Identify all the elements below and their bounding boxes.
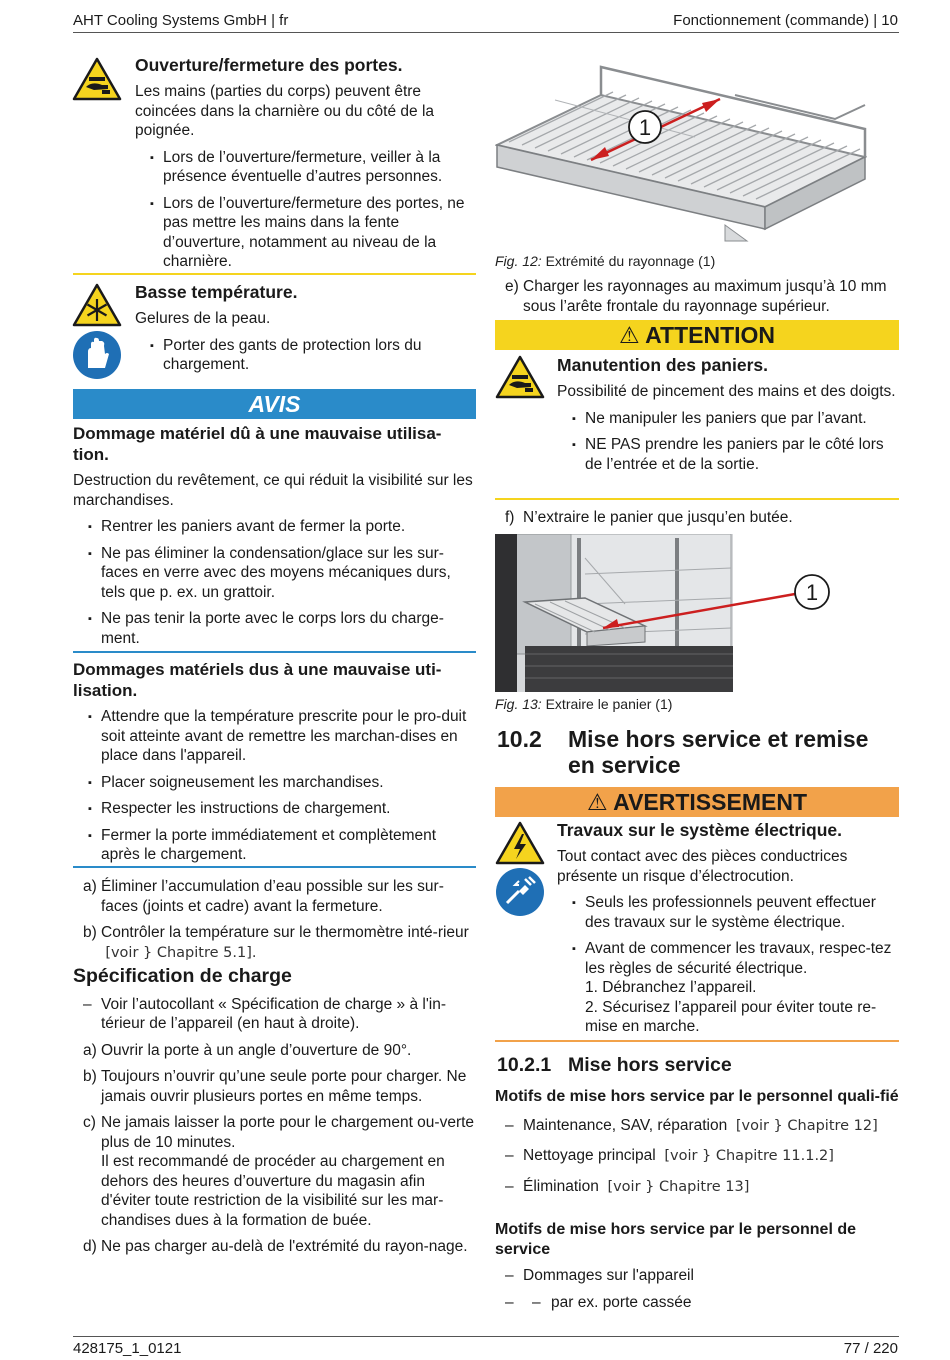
motif-maintenance: – Maintenance, SAV, réparation [voir } Chapitre 12] [495, 1116, 899, 1137]
spec-step-c: c) Ne jamais laisser la porte pour le chargement ou-verte plus de 10 minutes. Il est recommandé de procéder au chargement en dehors des heures d’ouverture du magasin afin d'éviter toute restriction de la visibilité sur les mar-chandises dues à la formation de buée. [83, 1114, 475, 1229]
extract-basket-figure [495, 534, 865, 694]
doors-warning [135, 55, 476, 272]
cold-title: Basse température. [135, 282, 298, 302]
avis-b1-2: ▪ Ne pas éliminer la condensation/glace sur les sur-faces en verre avec des moyens mécaniques durs, tels que p. ex. un grattoir. [73, 544, 476, 603]
attention-bullet-1: ▪ Ne manipuler les paniers que par l’avant. [557, 409, 899, 429]
avis-separator-2 [73, 866, 476, 868]
doors-text: Les mains (parties du corps) peuvent être coincées dans la charnière ou du côté de la poignée. [135, 83, 435, 139]
avertissement-bullet-2: ▪ Avant de commencer les travaux, respec-tez les règles de sécurité électrique. 1. Débranchez l’appareil. 2. Sécurisez l’appareil pour éviter toute re-mise en marche. [557, 939, 899, 1037]
avis-banner: AVIS [73, 389, 476, 419]
motifs-service-title: Motifs de mise hors service par le personnel de service [495, 1221, 857, 1258]
motif-elimination: – Élimination [voir } Chapitre 13] [495, 1177, 899, 1198]
motif-nettoyage: – Nettoyage principal [voir } Chapitre 11.1.2] [495, 1146, 899, 1167]
fig13-caption: Fig. 13: Extraire le panier (1) [495, 696, 673, 712]
doors-bullet-2: ▪ Lors de l’ouverture/fermeture des portes, ne pas mettre les mains dans la fente d’ouverture, notamment au niveau de la charnière. [135, 194, 476, 272]
warning-triangle-icon-2: ⚠ [587, 789, 608, 815]
ref-chapitre-11-1-2[interactable]: [voir } Chapitre 11.1.2] [664, 1148, 834, 1164]
fig12-callout-label: 1 [638, 115, 652, 140]
shelf-end-figure [495, 55, 867, 245]
footer-right: 77 / 220 [843, 1340, 898, 1357]
step-a: a) Éliminer l’accumulation d’eau possible sur les sur-faces (joints et cadre) avant la fermeture. [83, 878, 444, 915]
avis-b2-1: ▪ Attendre que la température prescrite pour le pro-duit soit atteinte avant de remettre les marchan-dises en place dans l'appareil. [73, 707, 476, 766]
motifs-service [495, 1220, 899, 1312]
cold-warning [135, 282, 476, 375]
cold-bullet-1: ▪ Porter des gants de protection lors du chargement. [135, 336, 476, 375]
spec-step-d: d) Ne pas charger au-delà de l'extrémité du rayon-nage. [83, 1238, 468, 1255]
doors-title: Ouverture/fermeture des portes. [135, 55, 403, 75]
avertissement-bullet-1: ▪ Seuls les professionnels peuvent effectuer des travaux sur le système électrique. [557, 893, 899, 932]
header-left: AHT Cooling Systems GmbH | fr [73, 12, 289, 29]
avertissement-content [557, 820, 899, 1037]
avis-content [73, 423, 476, 648]
avis-separator-1 [73, 651, 476, 653]
footer-rule [73, 1336, 899, 1337]
section-number: 10.2 [497, 726, 542, 752]
motif-dommages: – Dommages sur l'appareil [495, 1266, 899, 1286]
hand-crush-warning-icon [72, 57, 122, 101]
ref-chapitre-5-1[interactable]: [voir } Chapitre 5.1]. [105, 944, 257, 961]
doors-separator [73, 273, 476, 275]
subsection-title: Mise hors service [568, 1054, 732, 1076]
step-b: b) Contrôler la température sur le thermomètre inté-rieur [voir } Chapitre 5.1]. [83, 924, 469, 961]
ref-chapitre-13[interactable]: [voir } Chapitre 13] [607, 1178, 750, 1195]
header-rule [73, 32, 899, 33]
header-right: Fonctionnement (commande) | 10 [673, 12, 898, 29]
step-f-block [495, 508, 899, 528]
hand-crush-warning-icon-2 [495, 355, 545, 399]
avis-heading-1: Dommage matériel dû à une mauvaise utilisa-tion. [73, 424, 442, 464]
spec-section [73, 967, 476, 1257]
low-temperature-warning-icon [72, 283, 122, 327]
attention-separator [495, 498, 899, 500]
section-title: Mise hors service et remise en service [568, 726, 869, 778]
fig12-caption: Fig. 12: Extrémité du rayonnage (1) [495, 253, 716, 269]
spec-step-a: a) Ouvrir la porte à un angle d’ouverture de 90°. [83, 1041, 412, 1059]
avis-content-2 [73, 659, 476, 865]
avis-b1-1: ▪ Rentrer les paniers avant de fermer la porte. [73, 517, 476, 537]
steps-1 [73, 877, 476, 963]
disconnect-power-icon [495, 867, 545, 917]
avertissement-banner: ⚠ AVERTISSEMENT [495, 787, 899, 817]
step-e: e) Charger les rayonnages au maximum jusqu’à 10 mm sous l’arête frontale du rayonnage supérieur. [505, 278, 887, 315]
avertissement-title: Travaux sur le système électrique. [557, 820, 843, 840]
protective-gloves-icon [72, 330, 122, 380]
avis-b2-3: ▪ Respecter les instructions de chargement. [73, 799, 476, 819]
subsection-number: 10.2.1 [497, 1054, 552, 1076]
cold-text: Gelures de la peau. [135, 310, 271, 327]
doors-bullet-1: ▪ Lors de l’ouverture/fermeture, veiller à la présence éventuelle d’autres personnes. [135, 148, 476, 187]
avertissement-text: Tout contact avec des pièces conductrices présente un risque d’électrocution. [557, 848, 848, 885]
attention-text: Possibilité de pincement des mains et des doigts. [557, 383, 896, 400]
attention-content [557, 355, 899, 474]
footer-left: 428175_1_0121 [73, 1340, 182, 1357]
avis-b2-4: ▪ Fermer la porte immédiatement et complètement après le chargement. [73, 826, 476, 865]
avis-text-1: Destruction du revêtement, ce qui réduit la visibilité sur les marchandises. [73, 472, 473, 509]
spec-step-b: b) Toujours n’ouvrir qu’une seule porte pour charger. Ne jamais ouvrir plusieurs portes en même temps. [83, 1068, 467, 1105]
avertissement-separator [495, 1040, 899, 1042]
fig13-callout-label: 1 [805, 580, 819, 605]
avis-b2-2: ▪ Placer soigneusement les marchandises. [73, 773, 476, 793]
warning-triangle-icon: ⚠ [618, 322, 640, 348]
spec-title: Spécification de charge [73, 965, 292, 987]
attention-banner: ⚠ ATTENTION [495, 320, 899, 350]
avis-b1-3: ▪ Ne pas tenir la porte avec le corps lors du charge-ment. [73, 609, 476, 648]
avis-heading-2: Dommages matériels dus à une mauvaise uti-lisation. [73, 660, 442, 700]
ref-chapitre-12[interactable]: [voir } Chapitre 12] [735, 1117, 878, 1134]
attention-bullet-2: ▪ NE PAS prendre les paniers par le côté lors de l’entrée et de la sortie. [557, 435, 899, 474]
electric-shock-warning-icon [495, 821, 545, 865]
attention-title: Manutention des paniers. [557, 355, 768, 375]
step-f: f) N’extraire le panier que jusqu’en butée. [505, 509, 793, 526]
spec-dash: – Voir l’autocollant « Spécification de charge » à l'in-térieur de l’appareil (en haut à droite). [73, 995, 476, 1034]
motif-porte-cassee: – – par ex. porte cassée [495, 1293, 899, 1313]
motifs-qualified [495, 1087, 899, 1197]
motifs-qualified-title: Motifs de mise hors service par le personnel quali-fié [495, 1088, 899, 1105]
step-e-block [495, 277, 899, 316]
